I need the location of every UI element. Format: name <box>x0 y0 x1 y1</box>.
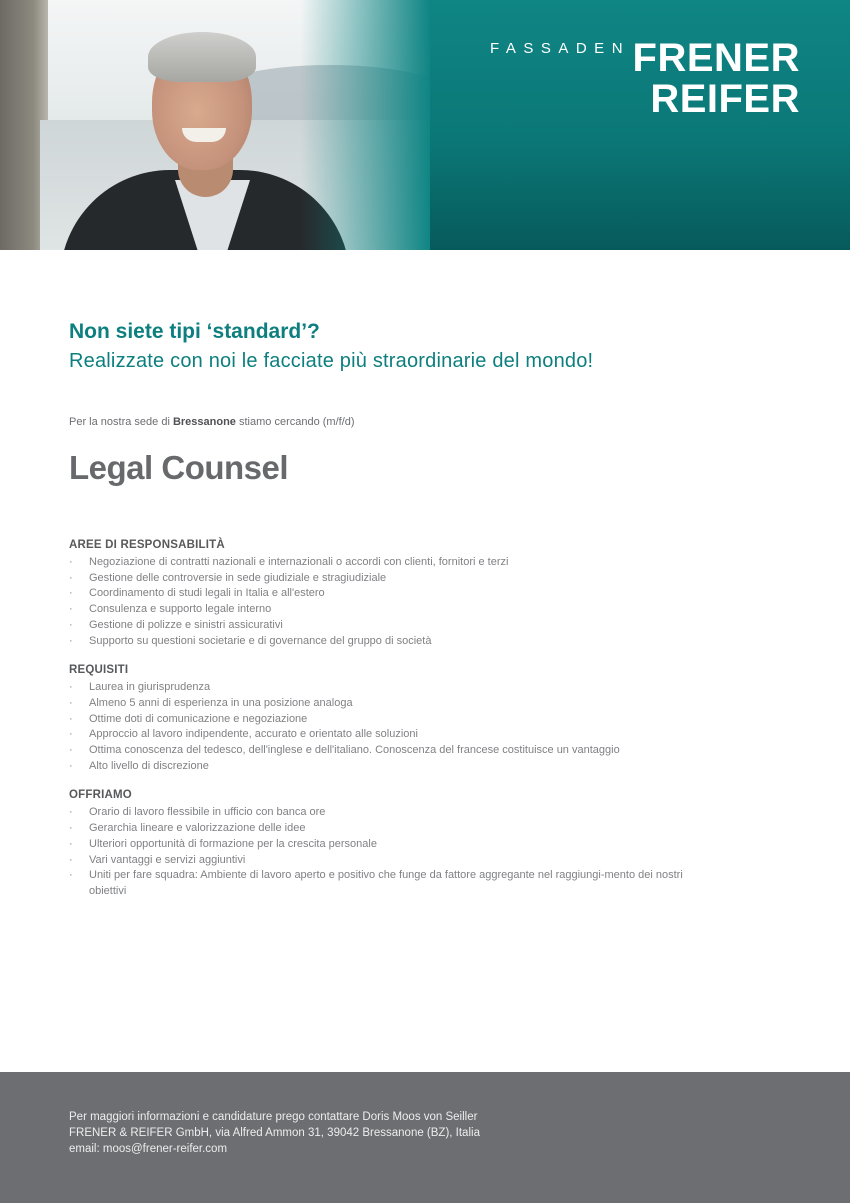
section-heading: REQUISITI <box>69 664 129 677</box>
bullet: · <box>69 728 73 741</box>
bullet: · <box>69 634 73 647</box>
tagline-subtitle: Realizzate con noi le facciate più straordinarie del mondo! <box>69 350 594 372</box>
bullet: · <box>69 806 73 819</box>
list-item-text: Alto livello di discrezione <box>89 759 209 772</box>
list-item-text: Almeno 5 anni di esperienza in una posizione analoga <box>89 696 353 709</box>
hero-photo <box>0 0 430 250</box>
intro-after: stiamo cercando (m/f/d) <box>235 416 355 428</box>
list-item-text: Approccio al lavoro indipendente, accurato e orientato alle soluzioni <box>89 728 418 741</box>
list-item <box>69 571 789 587</box>
brand-reifer: REIFER <box>650 77 800 121</box>
brand-fassaden: FASSADEN <box>490 40 631 57</box>
offers-list <box>69 805 789 899</box>
bullet: · <box>69 822 73 835</box>
requirements-list <box>69 680 789 774</box>
bullet: · <box>69 556 73 568</box>
bullet: · <box>69 603 73 616</box>
contact-line: Per maggiori informazioni e candidature prego contattare Doris Moos von Seiller <box>69 1111 478 1123</box>
bullet: · <box>69 869 73 882</box>
section-heading: AREE DI RESPONSABILITÀ <box>69 539 225 551</box>
list-item <box>69 743 789 759</box>
brand-frener: FRENER <box>632 36 800 80</box>
brand-logo <box>633 38 800 120</box>
list-item <box>69 853 789 869</box>
responsibilities-list <box>69 555 789 649</box>
bullet: · <box>69 853 73 866</box>
contact-email[interactable]: email: moos@frener-reifer.com <box>69 1143 228 1155</box>
list-item-text: Negoziazione di contratti nazionali e internazionali o accordi con clienti, fornitori e terzi <box>89 556 509 568</box>
company-address: FRENER & REIFER GmbH, via Alfred Ammon 31, 39042 Bressanone (BZ), Italia <box>69 1127 480 1139</box>
list-item-text: Ulteriori opportunità di formazione per la crescita personale <box>89 837 377 850</box>
bullet: · <box>69 618 73 631</box>
photo-fade <box>300 0 430 250</box>
bullet: · <box>69 712 73 725</box>
list-item <box>69 759 789 775</box>
list-item-text: Uniti per fare squadra: Ambiente di lavoro aperto e positivo che funge da fattore aggregante nel raggiungi-mento dei nostri obiettivi <box>89 869 683 897</box>
list-item <box>69 586 789 602</box>
list-item-text: Gestione di polizze e sinistri assicurativi <box>89 618 283 631</box>
intro-before: Per la nostra sede di <box>69 416 173 428</box>
tagline-title: Non siete tipi ‘standard’? <box>69 320 320 343</box>
list-item-text: Laurea in giurisprudenza <box>89 681 211 694</box>
contact-footer <box>0 1072 850 1203</box>
list-item-text: Consulenza e supporto legale interno <box>89 603 272 616</box>
job-posting <box>69 318 789 900</box>
list-item <box>69 805 789 821</box>
contact-info <box>69 1109 480 1157</box>
list-item-text: Gerarchia lineare e valorizzazione delle idee <box>89 822 306 835</box>
list-item-text: Coordinamento di studi legali in Italia e all'estero <box>89 587 325 600</box>
job-title: Legal Counsel <box>69 449 289 486</box>
list-item <box>69 696 789 712</box>
hair <box>148 32 256 82</box>
section-offers <box>69 787 789 899</box>
list-item <box>69 868 689 899</box>
list-item <box>69 680 789 696</box>
intro-location: Bressanone <box>172 416 236 428</box>
list-item-text: Ottime doti di comunicazione e negoziazione <box>89 712 308 725</box>
list-item <box>69 634 789 650</box>
section-responsibilities <box>69 537 789 649</box>
bullet: · <box>69 696 73 709</box>
bullet: · <box>69 587 73 600</box>
bullet: · <box>69 571 73 584</box>
list-item-text: Supporto su questioni societarie e di governance del gruppo di società <box>89 634 432 647</box>
bullet: · <box>69 744 73 757</box>
list-item-text: Vari vantaggi e servizi aggiuntivi <box>89 853 246 866</box>
intro-text <box>69 414 789 430</box>
bullet: · <box>69 759 73 772</box>
bullet: · <box>69 681 73 694</box>
bullet: · <box>69 837 73 850</box>
list-item <box>69 712 789 728</box>
list-item-text: Orario di lavoro flessibile in ufficio con banca ore <box>89 806 326 819</box>
list-item-text: Gestione delle controversie in sede giudiziale e stragiudiziale <box>89 571 387 584</box>
list-item <box>69 821 789 837</box>
list-item <box>69 727 789 743</box>
list-item <box>69 555 789 571</box>
list-item-text: Ottima conoscenza del tedesco, dell'inglese e dell'italiano. Conoscenza del francese costituisce un vantaggio <box>89 744 620 757</box>
list-item <box>69 618 789 634</box>
section-heading: OFFRIAMO <box>69 789 132 802</box>
list-item <box>69 602 789 618</box>
section-requirements <box>69 662 789 774</box>
list-item <box>69 837 789 853</box>
hero-banner <box>0 0 850 250</box>
